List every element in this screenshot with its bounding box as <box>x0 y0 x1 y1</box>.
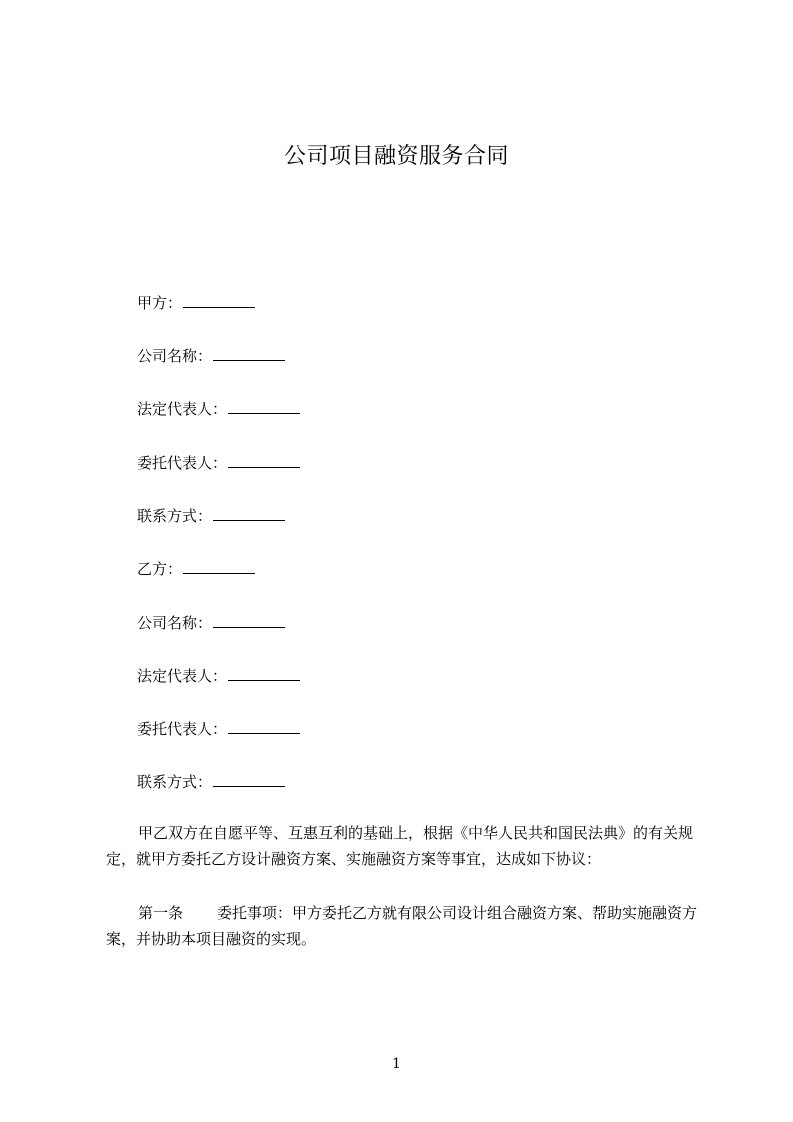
party-a-blank <box>183 293 255 308</box>
party-b-agent-blank <box>228 719 300 734</box>
party-b-label: 乙方： <box>137 560 183 578</box>
party-b-company-blank <box>213 613 285 628</box>
party-a-contact-label: 联系方式： <box>137 507 213 525</box>
party-b-agent-field <box>137 719 300 739</box>
document-title: 公司项目融资服务合同 <box>283 144 509 169</box>
party-b-legal-rep-field <box>137 666 300 686</box>
party-a-contact-field <box>137 506 285 526</box>
party-a-company-label: 公司名称： <box>137 347 213 365</box>
party-a-company-blank <box>213 346 285 361</box>
article-1-text: 委托事项：甲方委托乙方就有限公司设计组合融资方案、帮助实施融资方案，并协助本项目融资的实现。 <box>106 904 698 948</box>
preamble-paragraph <box>106 820 700 872</box>
party-a-agent-label: 委托代表人： <box>137 454 228 472</box>
party-a-agent-field <box>137 453 300 473</box>
party-b-legal-rep-label: 法定代表人： <box>137 667 228 685</box>
party-b-legal-rep-blank <box>228 666 300 681</box>
party-b-agent-label: 委托代表人： <box>137 720 228 738</box>
party-b-blank <box>183 559 255 574</box>
party-a-legal-rep-field <box>137 399 300 419</box>
party-b-company-label: 公司名称： <box>137 614 213 632</box>
party-a-contact-blank <box>213 506 285 521</box>
preamble-text: 甲乙双方在自愿平等、互惠互利的基础上，根据《中华人民共和国民法典》的有关规定，就甲方委托乙方设计融资方案、实施融资方案等事宜，达成如下协议： <box>106 824 694 868</box>
party-a-field <box>137 293 255 313</box>
party-b-contact-label: 联系方式： <box>137 773 213 791</box>
party-a-company-field <box>137 346 285 366</box>
party-a-label: 甲方： <box>137 294 183 312</box>
party-b-contact-field <box>137 772 285 792</box>
party-b-field <box>137 559 255 579</box>
party-a-legal-rep-label: 法定代表人： <box>137 400 228 418</box>
page-number: 1 <box>392 1056 401 1072</box>
article-1-paragraph <box>106 900 700 952</box>
party-b-contact-blank <box>213 772 285 787</box>
party-a-legal-rep-blank <box>228 399 300 414</box>
article-1-number: 第一条 <box>138 904 184 922</box>
party-a-agent-blank <box>228 453 300 468</box>
party-b-company-field <box>137 613 285 633</box>
